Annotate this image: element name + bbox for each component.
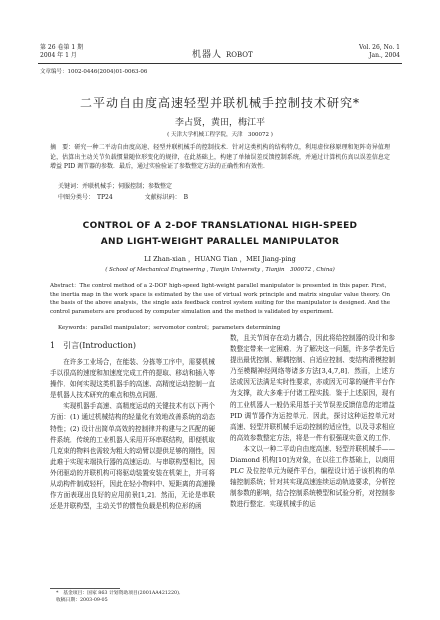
volume-en: Vol. 26, No. 1: [359, 44, 400, 51]
abstract-cn: 摘 要：研究一种二平动自由度高速、轻型并联机械手的控制技术．针对这类机构的结构特点，利用虚位移原理和矩阵奇异值理论，估算出主动关节负载惯量随位形变化的规律，在此基础上，构建了单轴误差反馈控制系统，并通过计算机仿真以误差信息定增益 PID 调节器的参数．最后，通过实验验证了参数整定方法的正确性和有效性．: [50, 144, 390, 170]
body-column-right: [230, 333, 395, 511]
footnote-received: 收稿日期：2003-09-05: [56, 597, 108, 603]
article-number: 文章编号：1002-0446(2004)01-0063-06: [40, 69, 148, 75]
classification-line: [58, 192, 218, 201]
journal-cn: 机器人: [192, 50, 223, 60]
document-code: 文献标识码： B: [144, 194, 189, 201]
header-volume-block: [40, 44, 83, 60]
header-volume-en-block: [359, 44, 400, 60]
section-heading: 1 引言(Introduction): [50, 341, 136, 350]
footnote: [56, 591, 184, 604]
paragraph: 在许多工业场合，在能装、分拣等工序中，需要机械手以很高的速度和加速度完成工件的提取、移动和插入等操作．如何实现这类机器手的高速、高精度运动控制一直是机器人技术研究的难点和热点问题．: [50, 358, 215, 400]
affiliation-cn: ( 天津大学机械工程学院，天津 300072 ): [167, 132, 273, 138]
footnote-divider: [50, 588, 120, 589]
paragraph: 数，且关节间存在动力耦合，因此将给控制器的设计和参数整定带来一定困难．为了解决这一问题，许多学者先后提出最优控制、解耦控制、自适应控制、变结构滑模控制乃至模糊神经网络等诸多方法[3,4,7,8]．然而，上述方法或因无法满足实时性要求，亦或因无可靠的硬件平台作为支撑，故大多难于付诸工程实践．鉴于上述原因，现有的工业机器人一般仍采用基于关节误差反馈信息的定增益 PID 调节器作为运控单元．因此，探讨这种运控单元对高速、轻型并联机械手运动控制的适应性，以及寻求相应的高效参数整定方法，将是一件有很强现实意义的工作．: [230, 334, 395, 442]
title-en: [0, 218, 440, 250]
journal-name: [192, 47, 253, 60]
date-cn: 2004 年 1 月: [40, 52, 77, 59]
authors-en: LI Zhan-xian ，HUANG Tian ，MEI Jiang-ping: [144, 255, 296, 263]
volume-issue: 第 26 卷第 1 期: [40, 44, 84, 51]
date-en: Jan., 2004: [369, 52, 400, 59]
paragraph: 本文以一种二平动自由度高速、轻型并联机械手——Diamond 机构[10]为对象，在以往工作基础上，以商用 PLC 及位控单元为硬件平台，编程设计适于该机构的单轴控制系统；针对其实现高速连续运动轨迹要求，分析控制参数的影响，结合控制系统模型和试验分析，对控制参数进行整定．实现机械手的运: [230, 444, 395, 509]
keywords-cn: 关键词：并联机械手；伺服控制；参数整定: [58, 183, 173, 190]
abstract-en: Abstract：The control method of a 2-DOF high-speed light-weight parallel manipulator is presented in this paper. First，the inertia map in the work space is estimated by the use of virtual work principle and matrix singular value theory. On the basis of the above analysis，the single axis feedback control system suiting for the manipulator is designed. And the control parameters are produced by computer simulation and the method is validated by experiment.: [50, 283, 390, 315]
authors-cn: 李占贤，黄田，梅江平: [174, 118, 265, 128]
paragraph: 实现机器手高速、高精度运动的关键技术有以下两个方面：(1) 通过机械结构的轻量化有效地改善系统的动态特性；(2) 设计出简单高效的控制律并构建与之匹配的硬件系统．传统的工业机器人采用开环串联结构，即便机取几克束的物料也需较为粗大的动臂以提供足够的刚性，因此难于实现末端执行器的高速运动．与串联构型相比，因外闭驱动的并联机构可将驱动装置安装在机架上，并可将从动构件制成轻杆，因此在轻小物料中、短距离的高速操作方面表现出良好的应用前景[1,2]．然而，无论是串联还是并联构型，主动关节的惯性负载是机构位形的函: [50, 402, 215, 511]
clc-number: 中图分类号： TP24: [58, 194, 113, 201]
title-en-line-1: CONTROL OF A 2-DOF TRANSLATIONAL HIGH-SPEED: [82, 221, 358, 231]
title-en-line-2: AND LIGHT-WEIGHT PARALLEL MANIPULATOR: [100, 237, 340, 247]
header-divider: [38, 63, 402, 64]
affiliation-en: ( School of Mechanical Engineering , Tianjin University , Tianjin 300072 , China): [105, 267, 335, 273]
footnote-funding: * 基金项目：国家 863 计划资助项目(2001AA421220)．: [56, 591, 184, 596]
title-cn: 二平动自由度高速轻型并联机械手控制技术研究*: [79, 96, 360, 110]
journal-en: ROBOT: [226, 51, 253, 59]
keywords-en: Keywords：parallel manipulator；servomotor control；parameters determining: [58, 325, 281, 331]
body-column-left: [50, 357, 215, 512]
